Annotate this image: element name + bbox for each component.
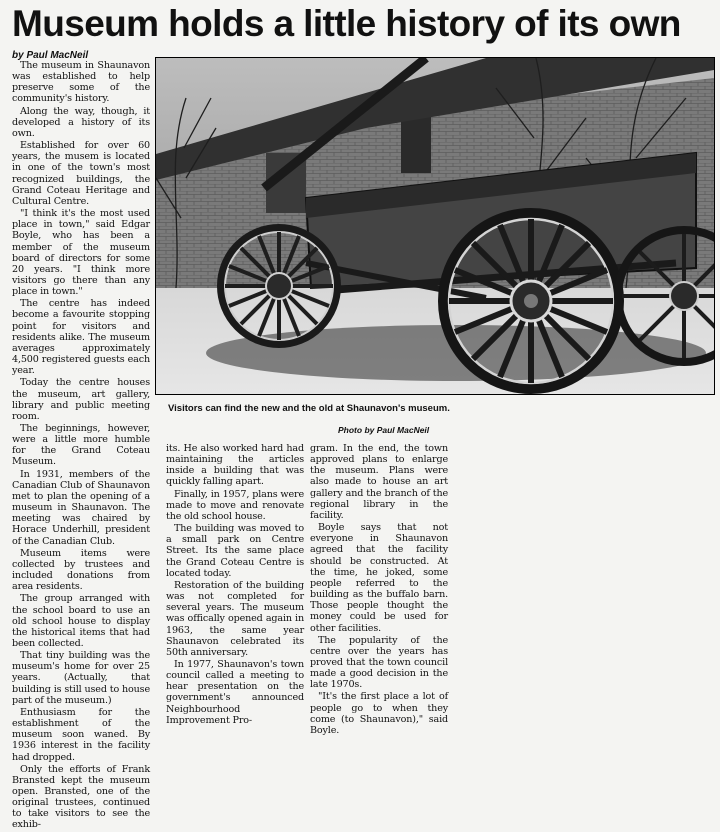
paragraph: Established for over 60 years, the musem is located in one of the town's most recognized buildings, the Grand Coteau Heritage and Cultural Centre. <box>12 140 150 207</box>
paragraph: Only the efforts of Frank Bransted kept the museum open. Bransted, one of the original trustees, continued to take visitors to see the exhib- <box>12 763 150 831</box>
headline: Museum holds a little history of its own <box>12 3 681 44</box>
paragraph: The group arranged with the school board to use an old school house to display the historical items that had been collected. <box>12 593 150 649</box>
paragraph: gram. In the end, the town approved plans to enlarge the museum. Plans were also made to house an art gallery and the branch of the regional library in the facility. <box>310 443 448 521</box>
paragraph: Boyle says that not everyone in Shaunavon agreed that the facility should be constructed. At the time, he joked, some people referred to the building as the buffalo barn. Those people thought the money could be used for other facilities. <box>310 522 448 634</box>
wagon-illustration <box>156 58 714 394</box>
paragraph: Restoration of the building was not completed for several years. The museum was offically opened again in 1963, the same year Shaunavon celebrated its 50th anniversary. <box>166 579 304 658</box>
paragraph: The museum in Shaunavon was established to help preserve some of the community's history. <box>12 60 150 105</box>
paragraph: its. He also worked hard had maintaining the articles inside a building that was quickly falling apart. <box>166 443 304 488</box>
photo-caption: Visitors can find the new and the old at Shaunavon's museum. <box>168 403 450 414</box>
paragraph: The beginnings, however, were a little more humble for the Grand Coteau Museum. <box>12 423 150 468</box>
paragraph: In 1977, Shaunavon's town council called a meeting to hear presentation on the government's announced Neighbourhood Improvement Pro- <box>166 658 304 726</box>
article-column-2 <box>166 443 304 727</box>
paragraph: Along the way, though, it developed a history of its own. <box>12 105 150 139</box>
paragraph: The popularity of the centre over the years has proved that the town council made a good decision in the late 1970s. <box>310 634 448 691</box>
paragraph: Enthusiasm for the establishment of the museum soon waned. By 1936 interest in the facility had dropped. <box>12 706 150 763</box>
paragraph: Finally, in 1957, plans were made to move and renovate the old school house. <box>166 488 304 522</box>
article-column-1 <box>12 60 150 832</box>
photo-credit: Photo by Paul MacNeil <box>338 425 430 435</box>
paragraph: Museum items were collected by trustees and included donations from area residents. <box>12 547 150 593</box>
article-column-3 <box>310 443 448 737</box>
paragraph: The building was moved to a small park on Centre Street. Its the same place the Grand Coteau Centre is located today. <box>166 523 304 579</box>
paragraph: In 1931, members of the Canadian Club of Shaunavon met to plan the opening of a museum in Shaunavon. The meeting was chaired by Horace Underhill, president of the Canadian Club. <box>12 468 150 547</box>
wagon-photo <box>155 57 715 395</box>
paragraph: That tiny building was the museum's home for over 25 years. (Actually, that building is still used to house part of the museum.) <box>12 650 150 706</box>
paragraph: "I think it's the most used place in town," said Edgar Boyle, who has been a member of the museum board of directors for some 20 years. "I think more visitors go there than any place in town." <box>12 208 150 298</box>
byline: by Paul MacNeil <box>12 50 89 61</box>
paragraph: Today the centre houses the museum, art gallery, library and public meeting room. <box>12 377 150 422</box>
paragraph: The centre has indeed become a favourite stopping point for visitors and residents alike. The museum averages approximately 4,500 registered guests each year. <box>12 298 150 377</box>
paragraph: "It's the first place a lot of people go to when they come (to Shaunavon)," said Boyle. <box>310 691 448 736</box>
